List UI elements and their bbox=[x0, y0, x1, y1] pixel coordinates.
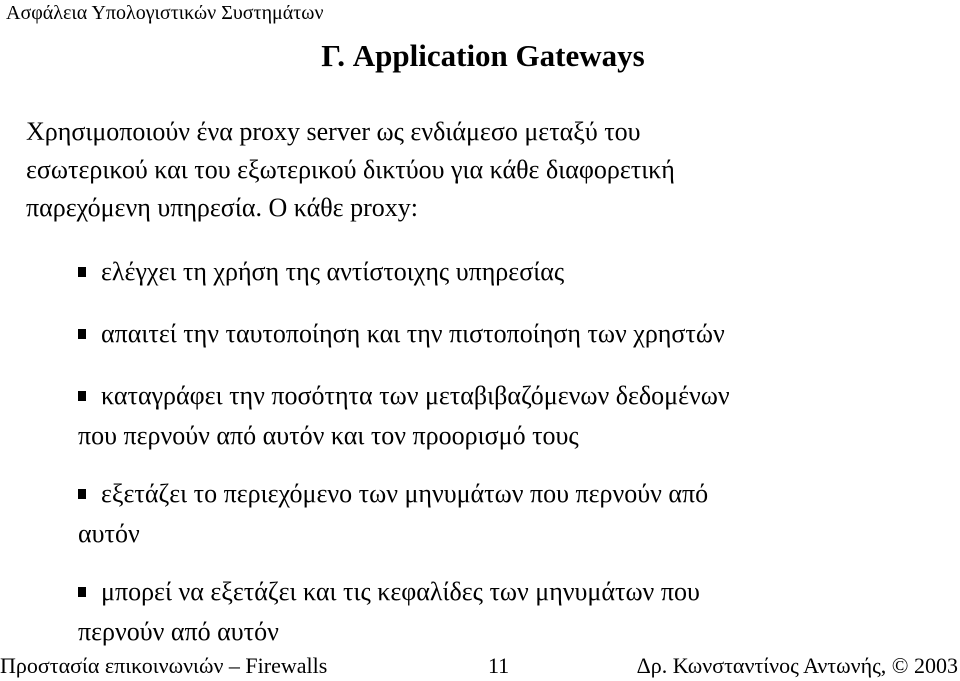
bullet-text: ελέγχει τη χρήση της αντίστοιχης υπηρεσίας bbox=[101, 257, 565, 286]
intro-line: Χρησιμοποιούν ένα proxy server ως ενδιάμεσο μεταξύ του bbox=[26, 117, 641, 146]
intro-line: εσωτερικού και του εξωτερικού δικτύου για κάθε διαφορετική bbox=[26, 155, 675, 184]
list-item bbox=[78, 572, 700, 652]
slide-title: Γ. Application Gateways bbox=[321, 38, 645, 73]
bullet-text-continuation: αυτόν bbox=[78, 519, 140, 548]
square-bullet-icon bbox=[78, 489, 86, 499]
course-title: Ασφάλεια Υπολογιστικών Συστημάτων bbox=[6, 2, 324, 24]
bullet-text: εξετάζει το περιεχόμενο των μηνυμάτων που περνούν από bbox=[101, 479, 709, 508]
footer-topic: Προστασία επικοινωνιών – Firewalls bbox=[0, 653, 328, 678]
square-bullet-icon bbox=[78, 329, 86, 339]
square-bullet-icon bbox=[78, 587, 86, 597]
page-number: 11 bbox=[488, 653, 510, 678]
bullet-text: καταγράφει την ποσότητα των μεταβιβαζόμενων δεδομένων bbox=[101, 381, 730, 410]
footer-author: Δρ. Κωνσταντίνος Αντωνής, © 2003 bbox=[636, 653, 958, 678]
bullet-text-continuation: που περνούν από αυτόν και τον προορισμό τους bbox=[78, 421, 579, 450]
square-bullet-icon bbox=[78, 267, 86, 277]
bullet-text: απαιτεί την ταυτοποίηση και την πιστοποίηση των χρηστών bbox=[101, 319, 725, 348]
intro-paragraph bbox=[26, 113, 946, 227]
list-item bbox=[78, 474, 708, 554]
list-item bbox=[78, 376, 730, 456]
list-item bbox=[78, 314, 725, 354]
intro-line: παρεχόμενη υπηρεσία. Ο κάθε proxy: bbox=[26, 193, 418, 222]
list-item bbox=[78, 252, 564, 292]
bullet-text: μπορεί να εξετάζει και τις κεφαλίδες των μηνυμάτων που bbox=[101, 577, 700, 606]
square-bullet-icon bbox=[78, 391, 86, 401]
bullet-text-continuation: περνούν από αυτόν bbox=[78, 617, 279, 646]
footer bbox=[0, 651, 960, 681]
